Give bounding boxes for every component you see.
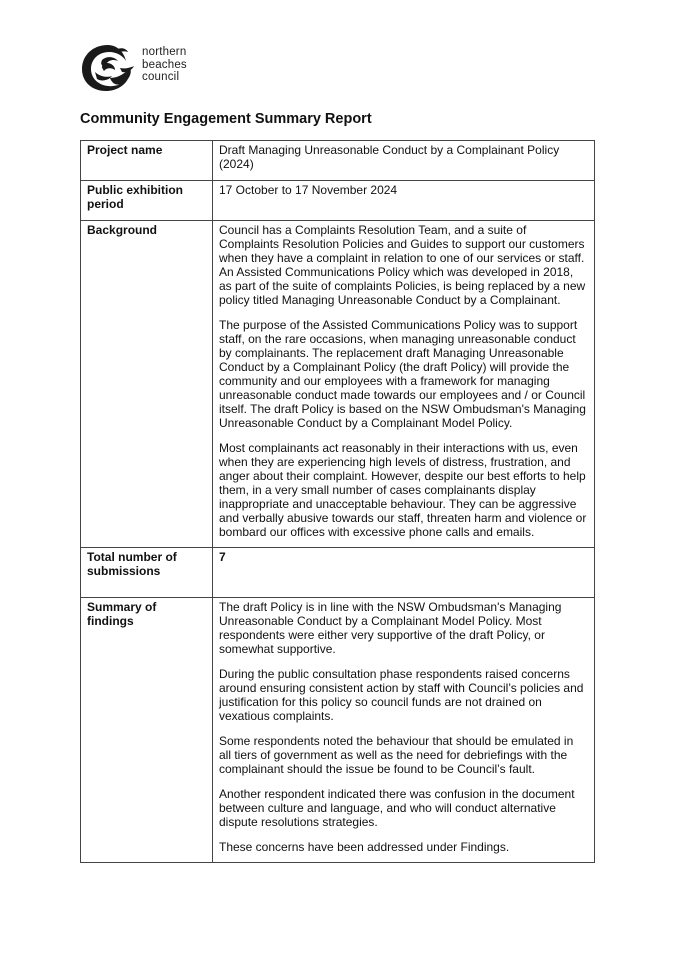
row-label: Background <box>81 221 213 548</box>
table-row <box>81 598 595 863</box>
paragraph: During the public consultation phase respondents raised concerns around ensuring consistent action by staff with Council’s policies and justification for this policy so council funds are not drained on vexatious complaints. <box>219 667 584 723</box>
council-logo <box>80 42 210 97</box>
paragraph: The draft Policy is in line with the NSW Ombudsman's Managing Unreasonable Conduct by a Complainant Model Policy. Most respondents were either very supportive of the draft Policy, or somewhat supportive. <box>219 600 562 656</box>
table-row <box>81 181 595 221</box>
paragraph: These concerns have been addressed under Findings. <box>219 840 510 854</box>
row-label: Project name <box>81 141 213 181</box>
row-label: Summary of findings <box>81 598 213 863</box>
paragraph: The purpose of the Assisted Communications Policy was to support staff, on the rare occasions, when managing unreasonable conduct by complainants. The replacement draft Managing Unreasonable Conduct by a Complainant Policy (the draft Policy) will provide the community and our employees with a framework for managing unreasonable conduct made towards our employees and / or Council itself. The draft Policy is based on the NSW Ombudsman's Managing Unreasonable Conduct by a Complainant Model Policy. <box>219 318 586 430</box>
row-value <box>213 181 595 221</box>
paragraph: Most complainants act reasonably in their interactions with us, even when they are experiencing high levels of distress, frustration, and anger about their complaint. However, despite our best efforts to help them, in a very small number of cases complainants display inappropriate and unacceptable behaviour. They can be aggressive and verbally abusive towards our staff, threaten harm and violence or bombard our offices with excessive phone calls and emails. <box>219 441 587 539</box>
table-row <box>81 548 595 598</box>
paragraph: 17 October to 17 November 2024 <box>219 183 398 197</box>
row-value <box>213 221 595 548</box>
row-value <box>213 598 595 863</box>
logo-line: northern <box>142 46 187 58</box>
page-title: Community Engagement Summary Report <box>80 111 372 127</box>
logo-line: beaches <box>142 58 187 71</box>
paragraph: Draft Managing Unreasonable Conduct by a Complainant Policy (2024) <box>219 143 560 171</box>
summary-table <box>80 140 595 863</box>
paragraph: Another respondent indicated there was confusion in the document between culture and language, and who will conduct alternative dispute resolutions strategies. <box>219 787 575 829</box>
row-value <box>213 548 595 598</box>
table-row <box>81 221 595 548</box>
row-label: Public exhibition period <box>81 181 213 221</box>
paragraph: Council has a Complaints Resolution Team, and a suite of Complaints Resolution Policies and Guides to support our customers when they have a complaint in relation to one of our services or staff. An Assisted Communications Policy which was developed in 2018, as part of the suite of complaints Policies, is being replaced by a new policy titled Managing Unreasonable Conduct by a Complainant. <box>219 223 586 307</box>
northern-beaches-emblem-icon <box>80 42 136 94</box>
logo-wordmark <box>142 46 187 84</box>
table-row <box>81 141 595 181</box>
logo-line: council <box>142 71 180 83</box>
row-label: Total number of submissions <box>81 548 213 598</box>
paragraph: Some respondents noted the behaviour that should be emulated in all tiers of government as well as the need for debriefings with the complainant should the issue be found to be Council’s fault. <box>219 734 574 776</box>
row-value <box>213 141 595 181</box>
paragraph: 7 <box>219 550 226 564</box>
